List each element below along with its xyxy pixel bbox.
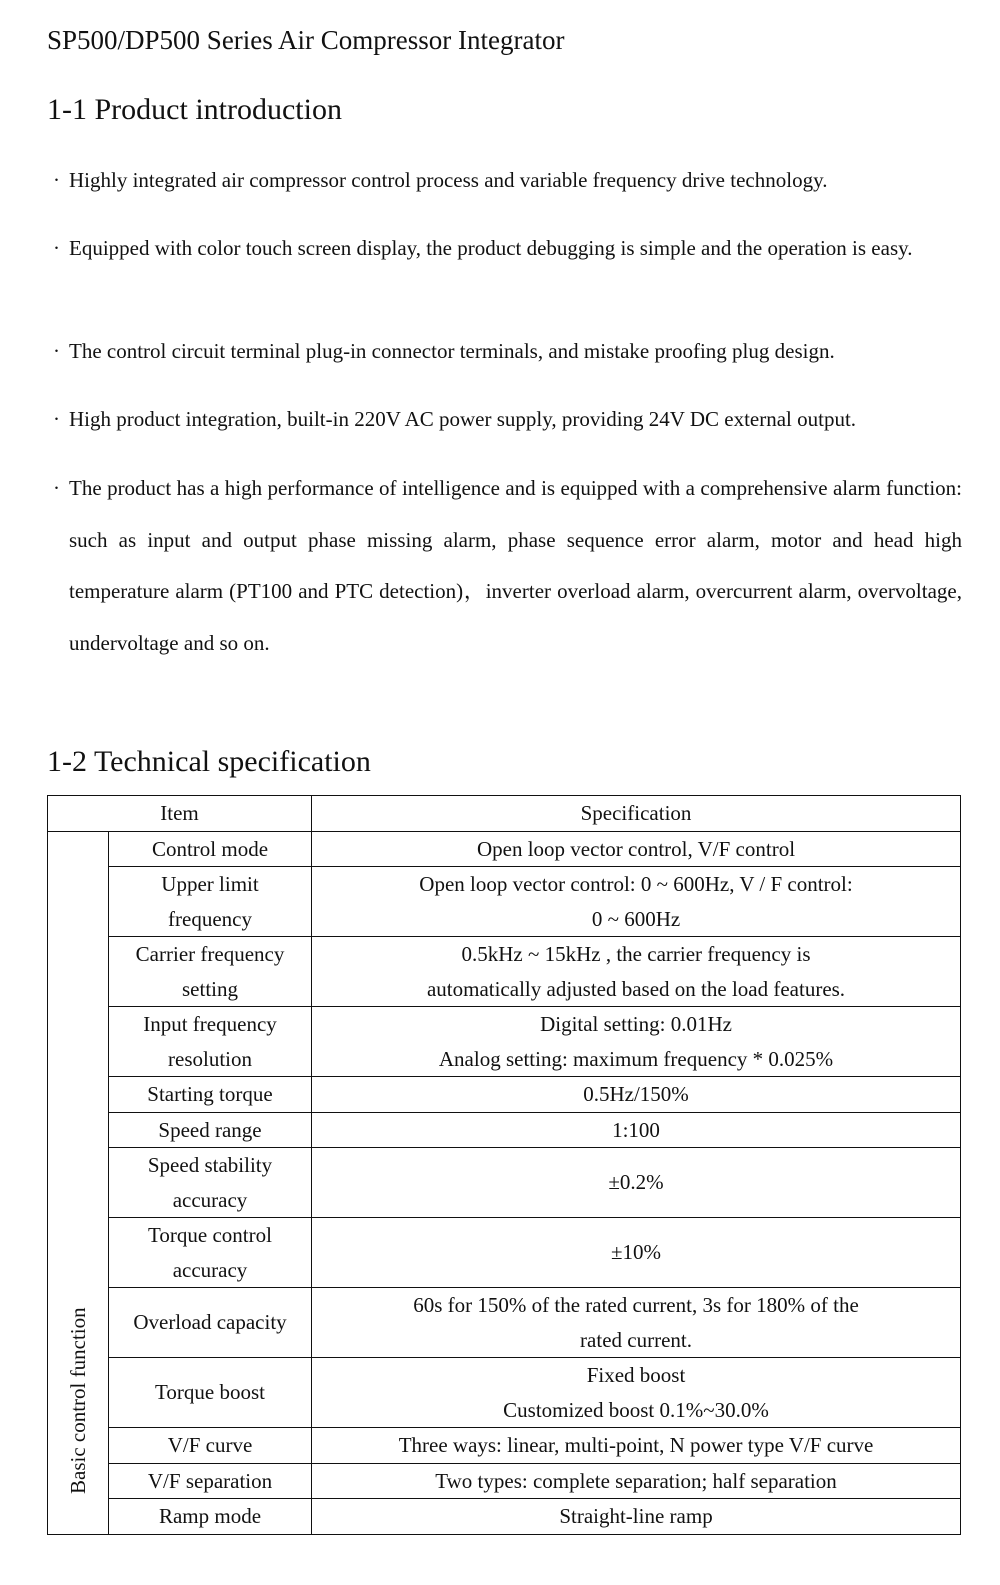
spec-cell-line: Analog setting: maximum frequency * 0.025% [438,1046,834,1071]
spec-cell-line: Open loop vector control, V/F control [476,836,796,861]
item-cell-line: resolution [168,1046,252,1071]
item-cell-line: Torque control [148,1223,272,1247]
item-cell-line: Control mode [151,836,269,861]
spec-cell [312,867,961,937]
item-cell-line: accuracy [172,1257,248,1282]
item-cell-line: Input frequency [143,1012,277,1036]
bullet-marker: · [53,236,60,260]
bullet-text: The product has a high performance of intelligence and is equipped with a comprehensive alarm function: such as input and output phase missing alarm, phase sequence error alarm, motor and head high temperature alarm (PT100 and PTC detection)，inverter overload alarm, overcurrent alarm, overvoltage, undervoltage and so on. [69,476,962,655]
table-row [48,1218,961,1288]
bullet-text: Highly integrated air compressor control process and variable frequency drive technology. [69,168,828,192]
spec-cell [312,1499,961,1535]
table-body [48,831,961,1534]
table-row [48,831,961,867]
bullet-item [47,463,962,669]
table-row [48,1499,961,1535]
specification-table [47,795,961,1535]
item-cell-line: V/F separation [147,1468,273,1493]
item-cell [109,867,312,937]
item-cell [109,1428,312,1464]
spec-cell-line: ±10% [611,1240,662,1265]
bullet-marker: · [53,476,60,500]
spec-cell [312,1112,961,1148]
bullet-text: High product integration, built-in 220V AC power supply, providing 24V DC external output. [69,407,857,431]
item-cell [109,1077,312,1113]
item-cell-line: Upper limit [161,872,259,896]
spec-cell-line: rated current. [580,1327,692,1352]
table-header-row [48,796,961,832]
spec-cell [312,1218,961,1288]
item-cell-line: Speed range [158,1117,262,1142]
item-cell-line: frequency [168,906,252,931]
item-cell-line: Overload capacity [133,1310,287,1335]
table-row [48,1112,961,1148]
item-cell-line: Speed stability [147,1153,273,1177]
group-label: Basic control function [66,1306,90,1494]
item-cell [109,937,312,1007]
spec-cell-line: Three ways: linear, multi-point, N power type V/F curve [398,1433,874,1457]
item-cell [109,1007,312,1077]
spec-cell-line: Customized boost 0.1%~30.0% [503,1397,769,1422]
header-specification: Specification [312,796,961,832]
bullet-item [47,165,962,195]
table-row [48,937,961,1007]
table-row [48,1288,961,1358]
bullet-text: Equipped with color touch screen display, the product debugging is simple and the operation is easy. [69,236,913,260]
item-cell-line: setting [182,976,238,1001]
table-row [48,1148,961,1218]
item-cell [109,1358,312,1428]
item-cell-line: Carrier frequency [135,942,285,966]
bullet-item [47,404,962,434]
spec-cell [312,1428,961,1464]
table-row [48,867,961,937]
bullet-marker: · [53,339,60,363]
spec-cell [312,937,961,1007]
item-cell [109,1218,312,1288]
table-row [48,1007,961,1077]
item-cell [109,1288,312,1358]
spec-cell-line: 0 ~ 600Hz [591,906,681,931]
spec-cell-line: Two types: complete separation; half separation [435,1468,837,1493]
item-cell-line: accuracy [172,1187,248,1212]
document-title: SP500/DP500 Series Air Compressor Integrator [47,25,565,55]
spec-cell [312,1463,961,1499]
table-row [48,1077,961,1113]
spec-cell-line: Digital setting: 0.01Hz [540,1012,732,1036]
spec-cell-line: 0.5kHz ~ 15kHz , the carrier frequency is [461,942,811,966]
item-cell-line: V/F curve [167,1433,253,1457]
spec-cell [312,1148,961,1218]
spec-cell [312,1358,961,1428]
spec-cell-line: Fixed boost [586,1363,686,1387]
spec-cell [312,1288,961,1358]
item-cell [109,1499,312,1535]
item-cell [109,831,312,867]
spec-cell-line: 60s for 150% of the rated current, 3s for 180% of the [413,1293,859,1317]
spec-cell-line: ±0.2% [608,1170,664,1195]
item-cell-line: Torque boost [155,1380,265,1405]
spec-cell [312,1007,961,1077]
table-row [48,1428,961,1464]
spec-cell-line: Straight-line ramp [559,1504,713,1528]
spec-cell-line: automatically adjusted based on the load features. [426,976,846,1001]
spec-cell [312,1077,961,1113]
bullet-text: The control circuit terminal plug-in connector terminals, and mistake proofing plug design. [69,339,835,363]
bullet-item [47,336,962,366]
spec-cell-line: 1:100 [612,1117,660,1142]
item-cell [109,1112,312,1148]
item-cell [109,1148,312,1218]
header-item: Item [48,796,312,832]
spec-cell [312,831,961,867]
bullet-item [47,223,962,273]
bullet-marker: · [53,168,60,192]
group-cell [48,831,109,1534]
section-heading-product-introduction: 1-1 Product introduction [47,93,342,126]
bullet-marker: · [53,407,60,431]
spec-cell-line: 0.5Hz/150% [583,1082,689,1106]
section-heading-technical-specification: 1-2 Technical specification [47,745,371,778]
table-row [48,1358,961,1428]
table-row [48,1463,961,1499]
item-cell-line: Starting torque [147,1082,273,1106]
item-cell-line: Ramp mode [158,1504,262,1528]
item-cell [109,1463,312,1499]
spec-cell-line: Open loop vector control: 0 ~ 600Hz, V / F control: [419,872,853,896]
